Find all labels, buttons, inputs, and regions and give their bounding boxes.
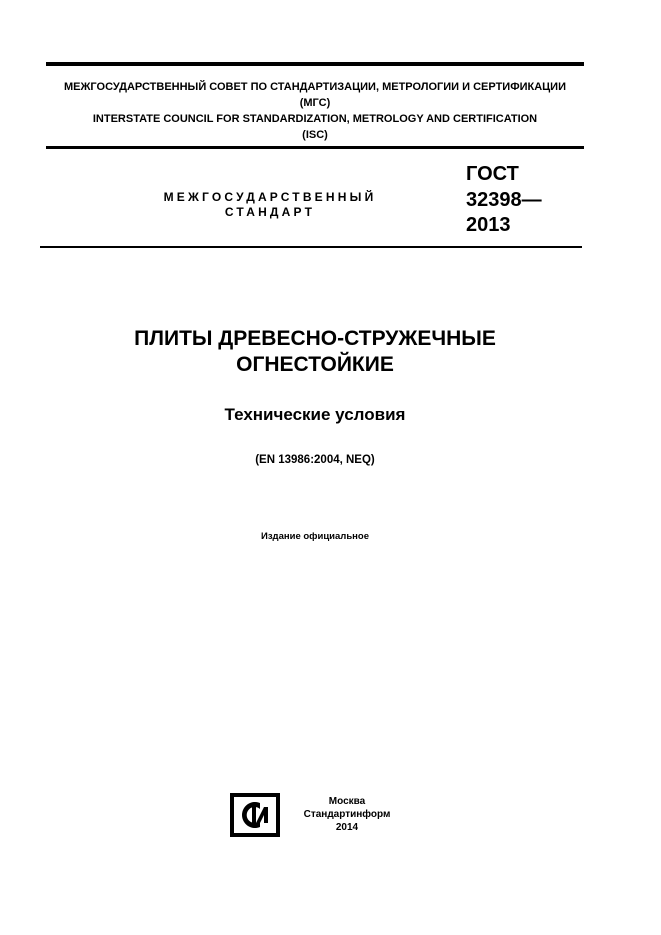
gost-code-line1: ГОСТ — [466, 163, 519, 185]
edition-note: Издание официальное — [261, 531, 369, 542]
standartinform-logo-icon — [230, 793, 280, 837]
council-bottom-rule — [46, 146, 584, 149]
header-bottom-rule — [40, 246, 582, 248]
imprint-year: 2014 — [335, 822, 359, 833]
document-title-line1: ПЛИТЫ ДРЕВЕСНО-СТРУЖЕЧНЫЕ — [134, 327, 496, 350]
gost-code-line3: 2013 — [466, 214, 511, 236]
standard-type-line1: МЕЖГОСУДАРСТВЕННЫЙ — [163, 190, 377, 204]
standard-type-line2: СТАНДАРТ — [224, 205, 316, 219]
top-rule — [46, 62, 584, 66]
council-abbr-en: (ISC) — [302, 129, 328, 141]
imprint-publisher: Стандартинформ — [303, 809, 391, 820]
council-line-ru: МЕЖГОСУДАРСТВЕННЫЙ СОВЕТ ПО СТАНДАРТИЗАЦИИ, МЕТРОЛОГИИ И СЕРТИФИКАЦИИ — [63, 81, 566, 93]
standard-reference: (EN 13986:2004, NEQ) — [255, 454, 375, 466]
imprint-city: Москва — [328, 796, 366, 807]
council-abbr-ru: (МГС) — [299, 97, 331, 109]
council-line-en: INTERSTATE COUNCIL FOR STANDARDIZATION, METROLOGY AND CERTIFICATION — [92, 113, 538, 125]
document-title-line2: ОГНЕСТОЙКИЕ — [236, 353, 394, 376]
standartinform-logo — [230, 793, 280, 837]
gost-code-line2: 32398— — [466, 189, 542, 211]
document-subtitle: Технические условия — [224, 405, 406, 424]
